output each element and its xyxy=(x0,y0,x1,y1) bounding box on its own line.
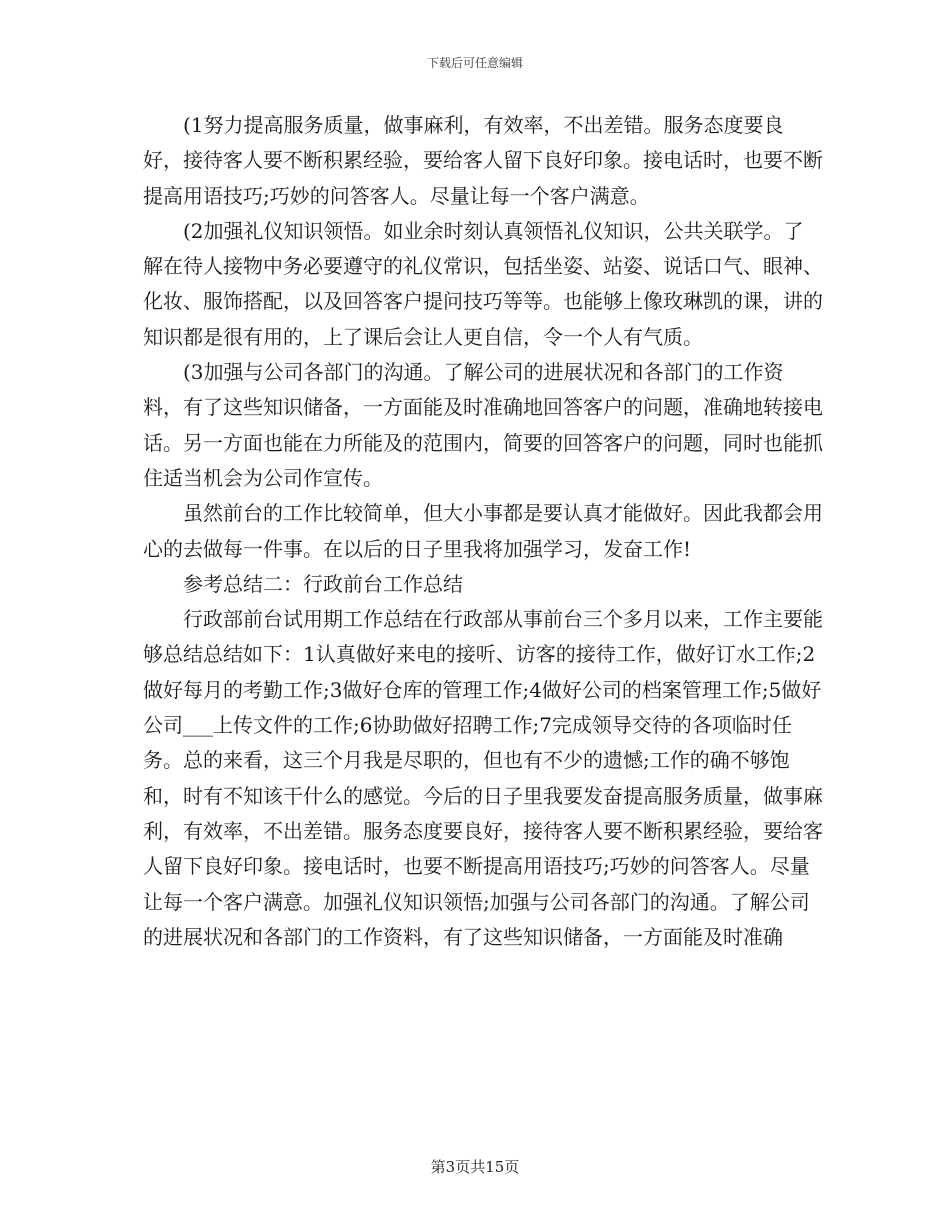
section-heading: 参考总结二：行政前台工作总结 xyxy=(183,571,463,596)
document-body xyxy=(143,108,823,955)
paragraph-3: (3加强与公司各部门的沟通。了解公司的进展状况和各部门的工作资料，有了这些知识储备，一方面能及时准确地回答客户的问题，准确地转接电话。另一方面也能在力所能及的范围内，简要的回答客户的问题，同时也能抓住适当机会为公司作宣传。 xyxy=(143,360,823,490)
page-header: 下载后可任意编辑 xyxy=(426,56,523,70)
page-footer: 第3页共15页 xyxy=(430,1158,520,1176)
paragraph-4: 虽然前台的工作比较简单，但大小事都是要认真才能做好。因此我都会用心的去做每一件事。在以后的日子里我将加强学习，发奋工作! xyxy=(143,501,823,561)
paragraph-2: (2加强礼仪知识领悟。如业余时刻认真领悟礼仪知识，公共关联学。了解在待人接物中务必要遵守的礼仪常识，包括坐姿、站姿、说话口气、眼神、化妆、服饰搭配，以及回答客户提问技巧等等。也能够上像玫琳凯的课，讲的知识都是很有用的，上了课后会让人更自信，令一个人有气质。 xyxy=(143,218,823,349)
paragraph-1: (1努力提高服务质量，做事麻利，有效率，不出差错。服务态度要良好，接待客人要不断积累经验，要给客人留下良好印象。接电话时，也要不断提高用语技巧;巧妙的问答客人。尽量让每一个客户满意。 xyxy=(143,113,823,208)
paragraph-5: 行政部前台试用期工作总结在行政部从事前台三个多月以来，工作主要能够总结总结如下：1认真做好来电的接听、访客的接待工作，做好订水工作;2做好每月的考勤工作;3做好仓库的管理工作;4做好公司的档案管理工作;5做好公司___上传文件的工作;6协助做好招聘工作;7完成领导交待的各项临时任务。总的来看，这三个月我是尽职的，但也有不少的遗憾;工作的确不够饱和，时有不知该干什么的感觉。今后的日子里我要发奋提高服务质量，做事麻利，有效率，不出差错。服务态度要良好，接待客人要不断积累经验，要给客人留下良好印象。接电话时，也要不断提高用语技巧;巧妙的问答客人。尽量让每一个客户满意。加强礼仪知识领悟;加强与公司各部门的沟通。了解公司的进展状况和各部门的工作资料，有了这些知识储备，一方面能及时准确 xyxy=(143,607,823,949)
